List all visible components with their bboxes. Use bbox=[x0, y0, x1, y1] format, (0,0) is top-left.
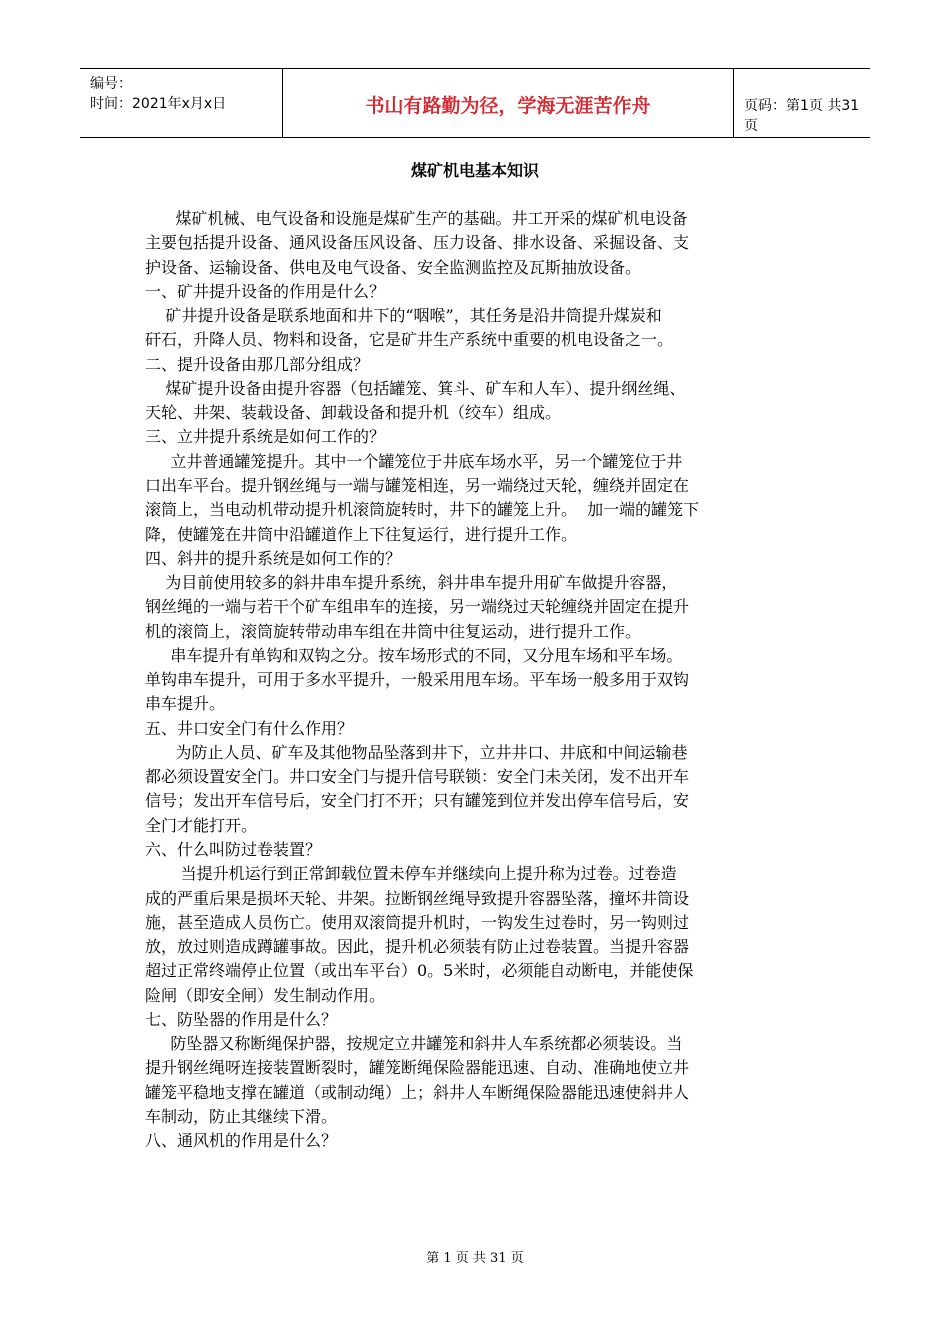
text-line: 主要包括提升设备、通风设备压风设备、压力设备、排水设备、采掘设备、支 bbox=[145, 233, 690, 253]
text-line: 天轮、井架、装载设备、卸载设备和提升机（绞车）组成。 bbox=[145, 403, 562, 423]
text-line: 六、什么叫防过卷装置？ bbox=[145, 840, 322, 860]
text-line: 一、矿井提升设备的作用是什么？ bbox=[145, 281, 386, 301]
document-title: 煤矿机电基本知识 bbox=[410, 161, 539, 180]
text-line: 都必须设置安全门。井口安全门与提升信号联锁：安全门未关闭，发不出开车 bbox=[145, 767, 690, 787]
text-line: 八、通风机的作用是什么？ bbox=[145, 1131, 338, 1151]
text-line: 五、井口安全门有什么作用？ bbox=[145, 718, 354, 738]
text-line: 罐笼平稳地支撑在罐道（或制动绳）上；斜井人车断绳保险器能迅速使斜井人 bbox=[145, 1082, 690, 1102]
time-label: 时间：2021年x月x日 bbox=[90, 96, 227, 112]
text-line: 车制动，防止其继续下滑。 bbox=[145, 1106, 338, 1126]
text-line: 护设备、运输设备、供电及电气设备、安全监测监控及瓦斯抽放设备。 bbox=[145, 257, 642, 277]
text-line: 单钩串车提升，可用于多水平提升，一般采用甩车场。平车场一般多用于双钩 bbox=[145, 670, 690, 690]
text-line: 为目前使用较多的斜井串车提升系统，斜井串车提升用矿车做提升容器， bbox=[145, 573, 678, 593]
header-page-cell bbox=[734, 69, 870, 137]
text-line: 滚筒上，当电动机带动提升机滚筒旋转时，井下的罐笼上升。 加一端的罐笼下 bbox=[145, 500, 700, 520]
text-line: 串车提升。 bbox=[145, 694, 226, 714]
text-line: 煤矿提升设备由提升容器（包括罐笼、箕斗、矿车和人车）、提升纲丝绳、 bbox=[145, 378, 686, 398]
text-line: 矿井提升设备是联系地面和井下的“咽喉”，其任务是沿井筒提升煤炭和 bbox=[145, 306, 662, 326]
text-line: 信号；发出开车信号后，安全门打不开；只有罐笼到位并发出停车信号后，安 bbox=[145, 791, 690, 811]
text-line: 成的严重后果是损坏天轮、井架。拉断钢丝绳导致提升容器坠落，撞坏井筒设 bbox=[145, 888, 690, 908]
text-line: 全门才能打开。 bbox=[145, 815, 258, 835]
text-line: 立井普通罐笼提升。其中一个罐笼位于井底车场水平，另一个罐笼位于井 bbox=[145, 451, 683, 471]
text-line: 三、立井提升系统是如何工作的？ bbox=[145, 427, 386, 447]
text-line: 机的滚筒上，滚筒旋转带动串车组在井筒中往复运动，进行提升工作。 bbox=[145, 621, 642, 641]
motto: 书山有路勤为径，学海无涯苦作舟 bbox=[365, 95, 651, 117]
text-line: 施，甚至造成人员伤亡。使用双滚筒提升机时，一钩发生过卷时，另一钩则过 bbox=[145, 912, 690, 932]
text-line: 二、提升设备由那几部分组成？ bbox=[145, 354, 370, 374]
text-line: 七、防坠器的作用是什么？ bbox=[145, 1009, 338, 1029]
text-line: 防坠器又称断绳保护器，按规定立井罐笼和斜井人车系统都必须装设。当 bbox=[145, 1034, 683, 1054]
text-line: 当提升机运行到正常卸载位置未停车并继续向上提升称为过卷。过卷造 bbox=[145, 864, 677, 884]
text-line: 钢丝绳的一端与若干个矿车组串车的连接，另一端绕过天轮缠绕并固定在提升 bbox=[145, 597, 690, 617]
text-line: 口出车平台。提升钢丝绳与一端与罐笼相连，另一端绕过天轮，缠绕并固定在 bbox=[145, 475, 690, 495]
text-line: 煤矿机械、电气设备和设施是煤矿生产的基础。井工开采的煤矿机电设备 bbox=[145, 209, 688, 228]
text-line: 矸石，升降人员、物料和设备，它是矿井生产系统中重要的机电设备之一。 bbox=[145, 330, 674, 350]
header-motto-cell bbox=[283, 69, 734, 137]
header-info-cell bbox=[80, 69, 283, 137]
text-line: 超过正常终端停止位置（或出车平台）0。5米时，必须能自动断电，并能使保 bbox=[145, 961, 694, 981]
text-line: 放，放过则造成蹲罐事故。因此，提升机必须装有防止过卷装置。当提升容器 bbox=[145, 937, 690, 957]
page-footer: 第 1 页 共 31 页 bbox=[426, 1251, 524, 1266]
header-table bbox=[80, 68, 870, 138]
text-line: 串车提升有单钩和双钩之分。按车场形式的不同，又分甩车场和平车场。 bbox=[145, 645, 683, 665]
number-label: 编号： bbox=[90, 76, 132, 92]
page-info: 页码：第1页 共31页 bbox=[744, 98, 860, 134]
text-line: 为防止人员、矿车及其他物品坠落到井下，立井井口、井底和中间运输巷 bbox=[145, 742, 688, 762]
text-line: 险闸（即安全闸）发生制动作用。 bbox=[145, 985, 386, 1005]
text-line: 四、斜井的提升系统是如何工作的？ bbox=[145, 548, 402, 568]
text-line: 提升钢丝绳呀连接装置断裂时，罐笼断绳保险器能迅速、自动、准确地使立井 bbox=[145, 1058, 690, 1078]
text-line: 降，使罐笼在井筒中沿罐道作上下往复运行，进行提升工作。 bbox=[145, 524, 578, 544]
